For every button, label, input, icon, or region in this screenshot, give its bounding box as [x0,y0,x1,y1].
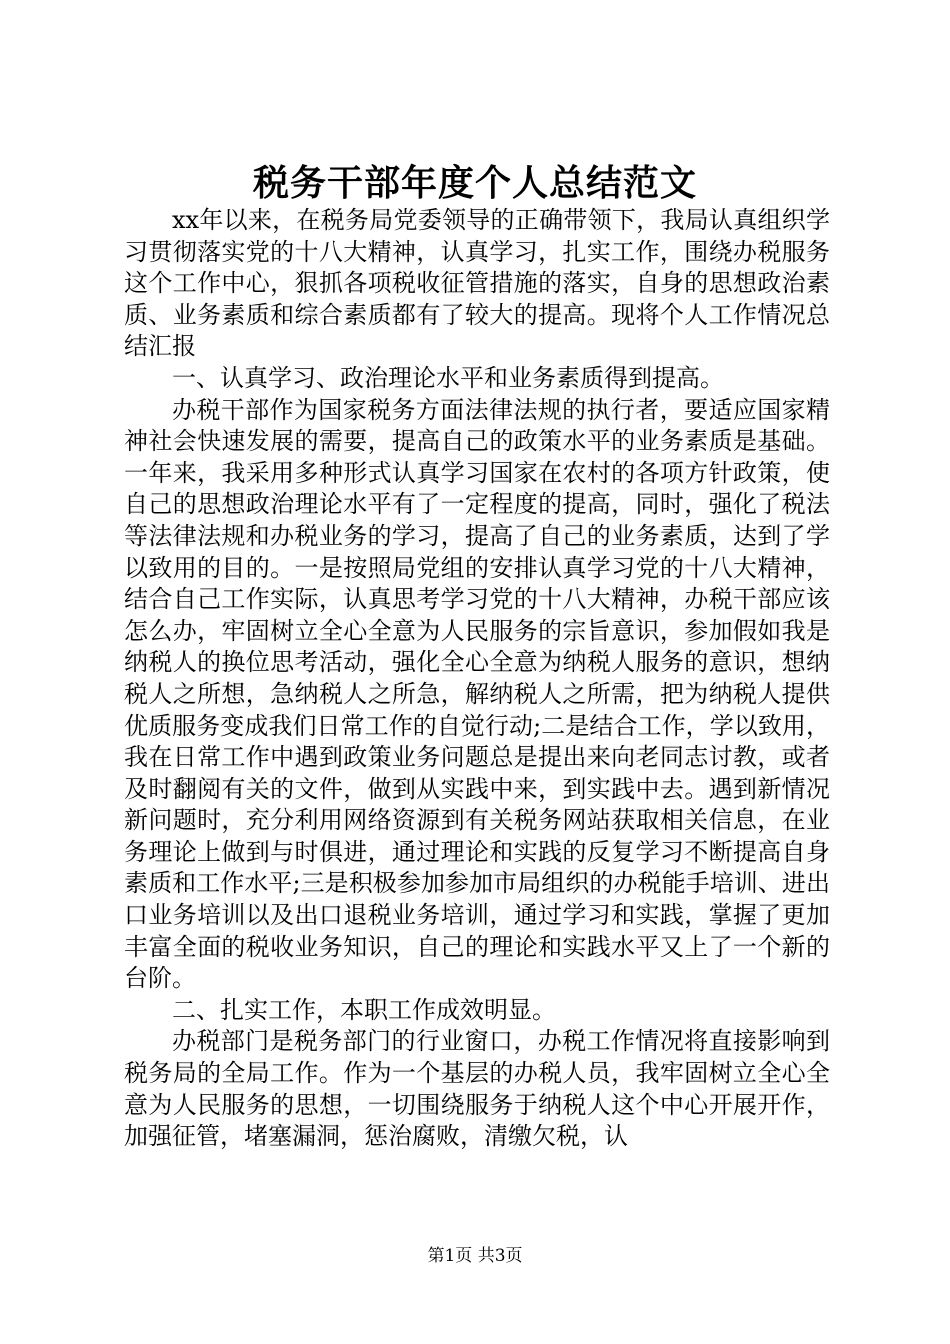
document-title: 税务干部年度个人总结范文 [252,162,697,204]
page-footer-indicator: 第1页 共3页 [427,1246,523,1266]
paragraph-intro: xx年以来，在税务局党委领导的正确带领下，我局认真组织学习贯彻落实党的十八大精神，认真学习，扎实工作，围绕办税服务这个工作中心，狠抓各项税收征管措施的落实，自身的思想政治素质、业务素质和综合素质都有了较大的提高。现将个人工作情况总结汇报 [124,206,830,361]
paragraph-section-1: 办税干部作为国家税务方面法律法规的执行者，要适应国家精神社会快速发展的需要，提高自己的政策水平的业务素质是基础。一年来，我采用多种形式认真学习国家在农村的各项方针政策，使自己的思想政治理论水平有了一定程度的提高，同时，强化了税法等法律法规和办税业务的学习，提高了自己的业务素质，达到了学以致用的目的。一是按照局党组的安排认真学习党的十八大精神，结合自己工作实际，认真思考学习党的十八大精神，办税干部应该怎么办，牢固树立全心全意为人民服务的宗旨意识，参加假如我是纳税人的换位思考活动，强化全心全意为纳税人服务的意识，想纳税人之所想，急纳税人之所急，解纳税人之所需，把为纳税人提供优质服务变成我们日常工作的自觉行动;二是结合工作，学以致用，我在日常工作中遇到政策业务问题总是提出来向老同志讨教，或者及时翻阅有关的文件，做到从实践中来，到实践中去。遇到新情况新问题时，充分利用网络资源到有关税务网站获取相关信息，在业务理论上做到与时俱进，通过理论和实践的反复学习不断提高自身素质和工作水平;三是积极参加参加市局组织的办税能手培训、进出口业务培训以及出口退税业务培训，通过学习和实践，掌握了更加丰富全面的税收业务知识，自己的理论和实践水平又上了一个新的台阶。 [124,395,830,993]
section-heading-2: 二、扎实工作，本职工作成效明显。 [172,995,556,1024]
document-body [124,205,830,1153]
section-heading-1: 一、认真学习、政治理论水平和业务素质得到提高。 [172,363,724,392]
paragraph-section-2: 办税部门是税务部门的行业窗口，办税工作情况将直接影响到税务局的全局工作。作为一个基层的办税人员，我牢固树立全心全意为人民服务的思想，一切围绕服务于纳税人这个中心开展开作，加强征管，堵塞漏洞，惩治腐败，清缴欠税，认 [124,1027,830,1151]
